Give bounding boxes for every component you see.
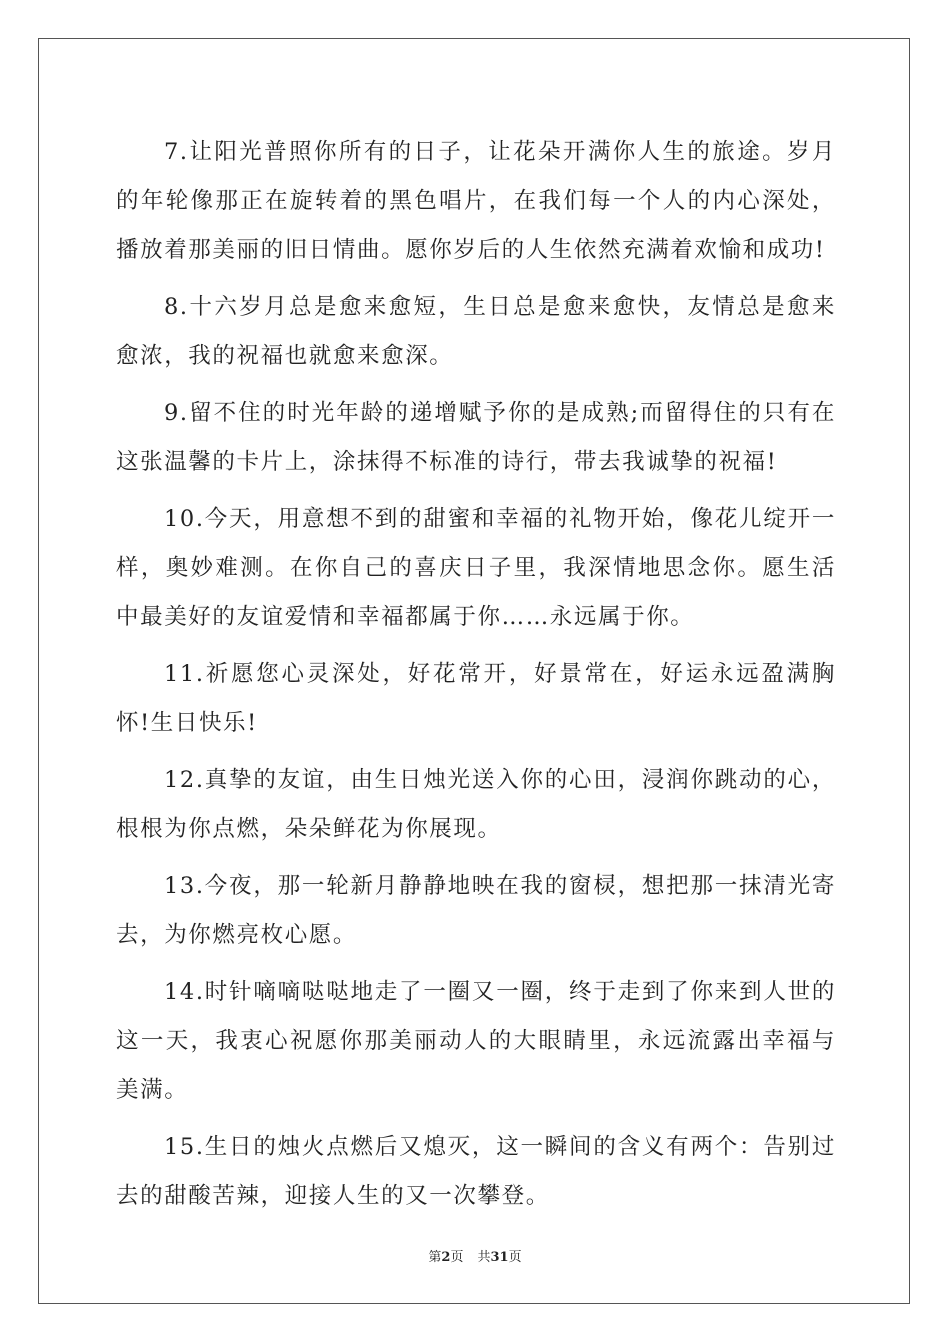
paragraph-11: 11.祈愿您心灵深处，好花常开，好景常在，好运永远盈满胸怀!生日快乐! <box>116 661 836 736</box>
paragraph-7: 7.让阳光普照你所有的日子，让花朵开满你人生的旅途。岁月的年轮像那正在旋转着的黑色唱片，在我们每一个人的内心深处，播放着那美丽的旧日情曲。愿你岁后的人生依然充满着欢愉和成功! <box>116 139 836 263</box>
page-footer <box>0 1246 950 1265</box>
page-suffix: 页 <box>450 1250 464 1265</box>
paragraph-15: 15.生日的烛火点燃后又熄灭，这一瞬间的含义有两个：告别过去的甜酸苦辣，迎接人生的又一次攀登。 <box>116 1134 836 1209</box>
paragraph-14: 14.时针嘀嘀哒哒地走了一圈又一圈，终于走到了你来到人世的这一天，我衷心祝愿你那美丽动人的大眼睛里，永远流露出幸福与美满。 <box>116 979 836 1103</box>
paragraph-10: 10.今天，用意想不到的甜蜜和幸福的礼物开始，像花儿绽开一样，奥妙难测。在你自己的喜庆日子里，我深情地思念你。愿生活中最美好的友谊爱情和幸福都属于你……永远属于你。 <box>116 506 836 630</box>
total-prefix: 共 <box>477 1250 491 1265</box>
page-number: 2 <box>441 1250 451 1265</box>
paragraph-9: 9.留不住的时光年龄的递增赋予你的是成熟;而留得住的只有在这张温馨的卡片上，涂抹得不标准的诗行，带去我诚挚的祝福! <box>116 400 836 475</box>
total-suffix: 页 <box>508 1250 522 1265</box>
paragraph-12: 12.真挚的友谊，由生日烛光送入你的心田，浸润你跳动的心，根根为你点燃，朵朵鲜花为你展现。 <box>116 767 836 842</box>
total-pages: 31 <box>490 1250 509 1265</box>
page-prefix: 第 <box>428 1250 442 1265</box>
document-body <box>116 128 836 1229</box>
paragraph-13: 13.今夜，那一轮新月静静地映在我的窗棂，想把那一抹清光寄去，为你燃亮枚心愿。 <box>116 873 836 948</box>
paragraph-8: 8.十六岁月总是愈来愈短，生日总是愈来愈快，友情总是愈来愈浓，我的祝福也就愈来愈深。 <box>116 294 836 369</box>
